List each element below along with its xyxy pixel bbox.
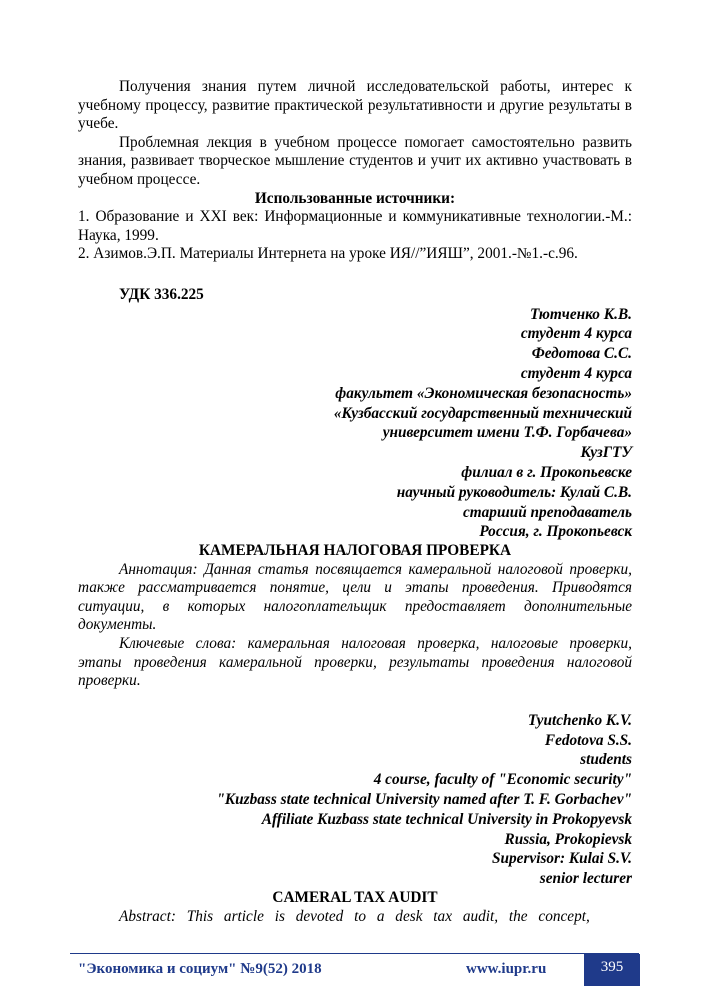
author-en-line: Affiliate Kuzbass state technical University in Prokopyevsk: [261, 810, 632, 828]
annotation-ru: Аннотация: Данная статья посвящается камеральной налоговой проверки, также рассматривается понятие, цели и этапы проведения. Приводятся ситуации, в которых налогоплательщик предоставляет дополнительные документы.: [78, 560, 632, 634]
page-content: [78, 78, 632, 926]
author-en-line: Tyutchenko K.V.: [527, 711, 632, 729]
intro-paragraph-1: Получения знания путем личной исследовательской работы, интерес к учебному процессу, развитие практической результативности и другие результаты в учебе.: [78, 78, 632, 133]
footer-website-link[interactable]: www.iupr.ru: [466, 961, 547, 977]
keywords-ru: Ключевые слова: камеральная налоговая проверка, налоговые проверки, этапы проведения камеральной проверки, результаты проведения налоговой проверки.: [78, 635, 632, 690]
author-ru-line: Россия, г. Прокопьевск: [479, 523, 632, 541]
author-ru-line: КузГТУ: [580, 444, 632, 462]
author-ru-line: филиал в г. Прокопьевске: [461, 463, 632, 481]
author-ru-line: «Кузбасский государственный технический: [333, 404, 632, 422]
authors-ru: [78, 305, 632, 543]
author-en-line: Russia, Prokopievsk: [504, 830, 632, 848]
author-ru-line: Федотова С.С.: [531, 345, 632, 363]
author-ru-line: научный руководитель: Кулай С.В.: [396, 483, 632, 501]
sources-heading: Использованные источники:: [254, 189, 456, 207]
author-en-line: senior lecturer: [539, 870, 632, 888]
author-ru-line: Тютченко К.В.: [529, 305, 632, 323]
author-en-line: "Kuzbass state technical University named after T. F. Gorbachev": [216, 791, 632, 809]
intro-paragraph-2: Проблемная лекция в учебном процессе помогает самостоятельно развить знания, развивает творческое мышление студентов и учит их активно участвовать в учебном процессе.: [78, 133, 632, 188]
page-number: 395: [584, 954, 640, 986]
source-item-2: 2. Азимов.Э.П. Материалы Интернета на уроке ИЯ//”ИЯШ”, 2001.-№1.-с.96.: [78, 245, 578, 263]
author-ru-line: факультет «Экономическая безопасность»: [335, 384, 632, 402]
author-ru-line: студент 4 курса: [520, 325, 632, 343]
article-title-en: CAMERAL TAX AUDIT: [272, 889, 438, 907]
author-ru-line: студент 4 курса: [520, 364, 632, 382]
page-footer: [70, 953, 639, 986]
abstract-en: Abstract: This article is devoted to a desk tax audit, the concept,: [119, 907, 590, 925]
article-title-ru: КАМЕРАЛЬНАЯ НАЛОГОВАЯ ПРОВЕРКА: [198, 542, 512, 560]
author-en-line: students: [580, 751, 632, 769]
authors-en: [78, 711, 632, 889]
author-en-line: Supervisor: Kulai S.V.: [492, 850, 632, 868]
udk-code: УДК 336.225: [119, 285, 204, 303]
author-en-line: 4 course, faculty of "Economic security": [373, 771, 632, 789]
author-ru-line: университет имени Т.Ф. Горбачева»: [382, 424, 632, 442]
source-item-1: 1. Образование и XXI век: Информационные и коммуникативные технологии.-М.: Наука, 1999.: [78, 208, 632, 244]
footer-journal-title: "Экономика и социум" №9(52) 2018: [78, 961, 322, 977]
author-en-line: Fedotova S.S.: [544, 731, 632, 749]
author-ru-line: старший преподаватель: [462, 503, 632, 521]
